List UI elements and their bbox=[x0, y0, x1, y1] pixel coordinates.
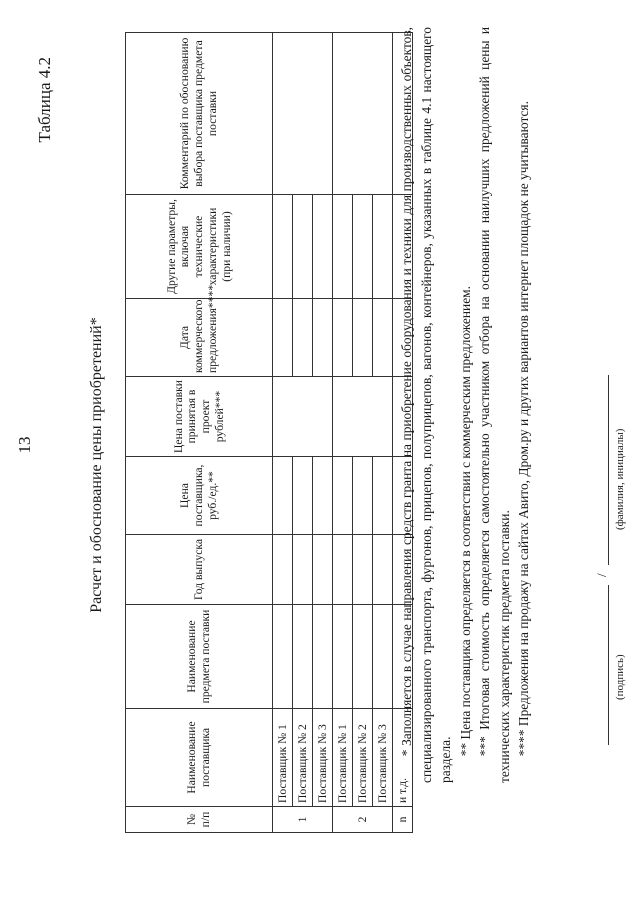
item-cell bbox=[333, 605, 353, 709]
signature-line bbox=[608, 585, 609, 745]
supplier-cell: Поставщик № 3 bbox=[373, 709, 393, 807]
year-cell bbox=[353, 535, 373, 605]
year-cell bbox=[293, 535, 313, 605]
header-offer-date: Дата коммерческого предложения**** bbox=[126, 299, 273, 377]
row-number: 2 bbox=[333, 807, 393, 833]
offer-date-cell bbox=[313, 299, 333, 377]
comment-cell bbox=[333, 33, 393, 195]
other-params-cell bbox=[333, 195, 353, 299]
supplier-cell: Поставщик № 1 bbox=[333, 709, 353, 807]
header-number: № п/п bbox=[126, 807, 273, 833]
header-other-params: Другие параметры, включая технические характеристики (при наличии) bbox=[126, 195, 273, 299]
supplier-price-cell bbox=[313, 457, 333, 535]
offer-date-cell bbox=[333, 299, 353, 377]
footnote-1: * Заполняется в случае направления средств гранта на приобретение оборудования и техники для производственных объектов, специализированного транспорта, фургонов, прицепов, полуприцепов, вагонов, контейнеров, указанных в таблице 4.1 настоящего раздела. bbox=[399, 27, 453, 783]
item-cell bbox=[293, 605, 313, 709]
supplier-cell: и т.д. bbox=[393, 709, 413, 807]
supplier-cell: Поставщик № 1 bbox=[273, 709, 293, 807]
item-cell bbox=[353, 605, 373, 709]
footnote-2: ** Цена поставщика определяется в соответствии с коммерческим предложением. bbox=[457, 286, 473, 757]
other-params-cell bbox=[373, 195, 393, 299]
header-supplier: Наименование поставщика bbox=[126, 709, 273, 807]
supplier-cell: Поставщик № 3 bbox=[313, 709, 333, 807]
name-caption: (фамилия, инициалы) bbox=[614, 428, 626, 530]
table-title: Расчет и обоснование цены приобретений* bbox=[88, 317, 105, 613]
table-header-row bbox=[126, 33, 273, 833]
signature-caption: (подпись) bbox=[614, 654, 626, 700]
name-line bbox=[608, 375, 609, 565]
supplier-price-cell bbox=[333, 457, 353, 535]
item-cell bbox=[313, 605, 333, 709]
offer-date-cell bbox=[273, 299, 293, 377]
other-params-cell bbox=[313, 195, 333, 299]
accepted-price-cell bbox=[333, 377, 393, 457]
header-accepted-price: Цена поставки принятая в проект рублей*** bbox=[126, 377, 273, 457]
header-comment: Комментарий по обоснованию выбора поставщика предмета поставки bbox=[126, 33, 273, 195]
header-year: Год выпуска bbox=[126, 535, 273, 605]
header-item: Наименование предмета поставки bbox=[126, 605, 273, 709]
page-number: 13 bbox=[15, 436, 34, 454]
table-row bbox=[333, 33, 353, 833]
table-row bbox=[273, 33, 293, 833]
footnote-4: **** Предложения на продажу на сайтах Авито, Дром.ру и других вариантов интернет площадок не учитываются. bbox=[516, 101, 531, 757]
other-params-cell bbox=[353, 195, 373, 299]
signature-separator: / bbox=[594, 573, 609, 577]
footnotes bbox=[397, 27, 534, 783]
year-cell bbox=[373, 535, 393, 605]
table-caption: Таблица 4.2 bbox=[35, 57, 54, 143]
offer-date-cell bbox=[373, 299, 393, 377]
item-cell bbox=[373, 605, 393, 709]
item-cell bbox=[273, 605, 293, 709]
row-number: n bbox=[393, 807, 413, 833]
row-number: 1 bbox=[273, 807, 333, 833]
signature-block bbox=[594, 325, 638, 745]
supplier-price-cell bbox=[353, 457, 373, 535]
supplier-price-cell bbox=[273, 457, 293, 535]
year-cell bbox=[313, 535, 333, 605]
supplier-cell: Поставщик № 2 bbox=[293, 709, 313, 807]
header-supplier-price: Цена поставщика, руб./ед.** bbox=[126, 457, 273, 535]
accepted-price-cell bbox=[273, 377, 333, 457]
year-cell bbox=[333, 535, 353, 605]
other-params-cell bbox=[273, 195, 293, 299]
offer-date-cell bbox=[353, 299, 373, 377]
other-params-cell bbox=[293, 195, 313, 299]
supplier-price-cell bbox=[293, 457, 313, 535]
year-cell bbox=[273, 535, 293, 605]
offer-date-cell bbox=[293, 299, 313, 377]
price-justification-table bbox=[125, 32, 413, 833]
comment-cell bbox=[273, 33, 333, 195]
supplier-cell: Поставщик № 2 bbox=[353, 709, 373, 807]
supplier-price-cell bbox=[373, 457, 393, 535]
footnote-3: *** Итоговая стоимость определяется самостоятельно участником отбора на основании наилучших предложений цены и технических характеристик предмета поставки. bbox=[477, 27, 512, 783]
